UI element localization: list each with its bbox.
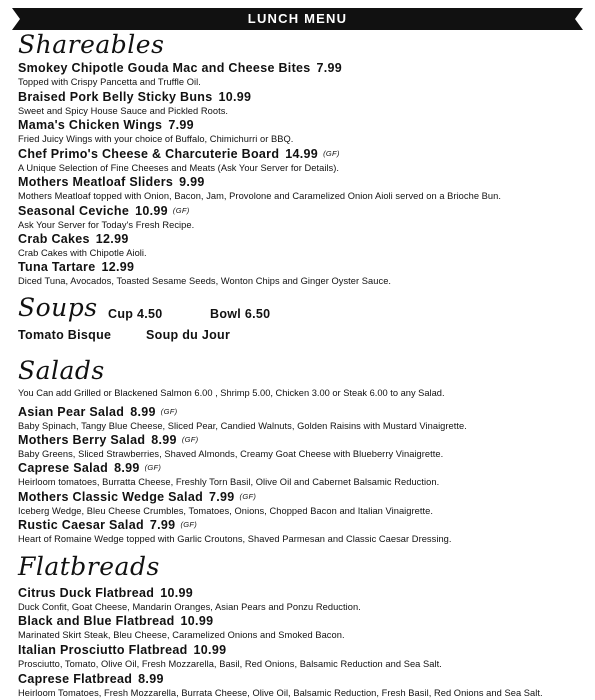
item-name: Black and Blue Flatbread: [18, 614, 175, 628]
menu-item: [18, 232, 583, 259]
menu-item: [18, 672, 583, 699]
gluten-free-tag: (GF): [239, 492, 257, 501]
menu-item: [18, 118, 583, 145]
menu-item: [18, 404, 583, 432]
gluten-free-tag: (GF): [144, 463, 162, 472]
item-price: 7.99: [316, 61, 343, 75]
item-name: Citrus Duck Flatbread: [18, 586, 155, 600]
item-description: Prosciutto, Tomato, Olive Oil, Fresh Mozzarella, Basil, Red Onions, Balsamic Reduction and Sea Salt.: [18, 659, 442, 669]
item-description: Heart of Romaine Wedge topped with Garlic Croutons, Shaved Parmesan and Classic Caesar Dressing.: [18, 534, 452, 544]
menu-item: [18, 586, 583, 613]
gluten-free-tag: (GF): [323, 149, 340, 158]
item-price: 8.99: [130, 405, 156, 419]
menu-item: [18, 175, 583, 202]
item-description: Crab Cakes with Chipotle Aioli.: [18, 248, 147, 258]
item-price: 7.99: [149, 518, 176, 532]
section-title-shareables: Shareables: [18, 30, 165, 59]
gluten-free-tag: (GF): [181, 435, 199, 444]
soup-option: Soup du Jour: [146, 328, 231, 342]
menu-item: [18, 432, 583, 460]
item-price: 12.99: [101, 260, 135, 274]
item-description: Ask Your Server for Today's Fresh Recipe.: [18, 220, 195, 230]
item-description: Duck Confit, Goat Cheese, Mandarin Oranges, Asian Pears and Ponzu Reduction.: [18, 602, 361, 612]
menu-header-banner: [12, 8, 583, 30]
item-name: Mothers Classic Wedge Salad: [18, 490, 204, 504]
item-name: Smokey Chipotle Gouda Mac and Cheese Bites: [18, 61, 311, 75]
item-price: 10.99: [193, 643, 227, 657]
item-name: Seasonal Ceviche: [18, 204, 130, 218]
item-price: 7.99: [209, 490, 235, 504]
menu-item: [18, 643, 583, 670]
soup-option: Tomato Bisque: [18, 328, 112, 342]
item-description: Heirloom tomatoes, Burratta Cheese, Freshly Torn Basil, Olive Oil and Cabernet Balsamic Reduction.: [18, 477, 440, 487]
item-name: Caprese Salad: [18, 461, 109, 475]
item-description: A Unique Selection of Fine Cheeses and Meats (Ask Your Server for Details).: [18, 163, 340, 173]
gluten-free-tag: (GF): [172, 206, 190, 215]
item-description: Fried Juicy Wings with your choice of Buffalo, Chimichurri or BBQ.: [18, 134, 294, 144]
item-description: Heirloom Tomatoes, Fresh Mozzarella, Burrata Cheese, Olive Oil, Balsamic Reduction, Fresh Basil, Red Onions and Sea Salt.: [18, 688, 543, 698]
item-price: 12.99: [95, 232, 129, 246]
item-name: Tuna Tartare: [18, 260, 96, 274]
item-price: 10.99: [180, 614, 214, 628]
menu-item: [18, 90, 583, 117]
section-title-flatbreads: Flatbreads: [18, 552, 160, 581]
menu-item: [18, 460, 583, 488]
item-name: Chef Primo's Cheese & Charcuterie Board: [18, 147, 280, 161]
menu-item: [18, 260, 583, 287]
section-title-salads: Salads: [18, 356, 105, 385]
item-description: Topped with Crispy Pancetta and Truffle Oil.: [18, 77, 201, 87]
item-name: Italian Prosciutto Flatbread: [18, 643, 188, 657]
menu-item: [18, 61, 583, 88]
item-price: 10.99: [160, 586, 193, 600]
item-description: Sweet and Spicy House Sauce and Pickled Roots.: [18, 106, 229, 116]
item-price: 8.99: [114, 461, 140, 475]
item-name: Asian Pear Salad: [18, 405, 125, 419]
item-description: Baby Greens, Sliced Strawberries, Shaved Almonds, Creamy Goat Cheese with Blueberry Vinaigrette.: [18, 449, 444, 459]
soup-cup-price: Cup 4.50: [108, 307, 163, 321]
item-price: 10.99: [135, 204, 168, 218]
menu-item: [18, 203, 583, 231]
item-description: Marinated Skirt Steak, Bleu Cheese, Caramelized Onions and Smoked Bacon.: [18, 630, 345, 640]
item-price: 7.99: [168, 118, 194, 132]
menu-item: [18, 146, 583, 174]
item-description: Diced Tuna, Avocados, Toasted Sesame Seeds, Wonton Chips and Ginger Oyster Sauce.: [18, 276, 392, 286]
item-name: Mothers Berry Salad: [18, 433, 146, 447]
item-name: Mama's Chicken Wings: [18, 118, 163, 132]
menu-title: LUNCH MENU: [247, 11, 348, 26]
item-price: 8.99: [151, 433, 177, 447]
item-name: Mothers Meatloaf Sliders: [18, 175, 174, 189]
menu-item: [18, 517, 583, 545]
gluten-free-tag: (GF): [180, 520, 198, 529]
item-price: 10.99: [218, 90, 252, 104]
item-name: Braised Pork Belly Sticky Buns: [18, 90, 213, 104]
gluten-free-tag: (GF): [160, 407, 178, 416]
item-price: 9.99: [179, 175, 205, 189]
salad-addon-note: You Can add Grilled or Blackened Salmon 6.00 , Shrimp 5.00, Chicken 3.00 or Steak 6.00 to any Salad.: [18, 388, 445, 398]
menu-item: [18, 489, 583, 517]
item-description: Baby Spinach, Tangy Blue Cheese, Sliced Pear, Candied Walnuts, Golden Raisins with Mustard Vinaigrette.: [18, 421, 467, 431]
item-name: Caprese Flatbread: [18, 672, 133, 686]
item-description: Mothers Meatloaf topped with Onion, Bacon, Jam, Provolone and Caramelized Onion Aioli served on a Brioche Bun.: [18, 191, 502, 201]
section-title-soups: Soups: [18, 293, 98, 322]
item-price: 8.99: [138, 672, 164, 686]
item-price: 14.99: [285, 147, 319, 161]
soup-bowl-price: Bowl 6.50: [210, 307, 271, 321]
item-name: Rustic Caesar Salad: [18, 518, 144, 532]
menu-item: [18, 614, 583, 641]
item-description: Iceberg Wedge, Bleu Cheese Crumbles, Tomatoes, Onions, Chopped Bacon and Italian Vinaigrette.: [18, 506, 433, 516]
item-name: Crab Cakes: [18, 232, 90, 246]
